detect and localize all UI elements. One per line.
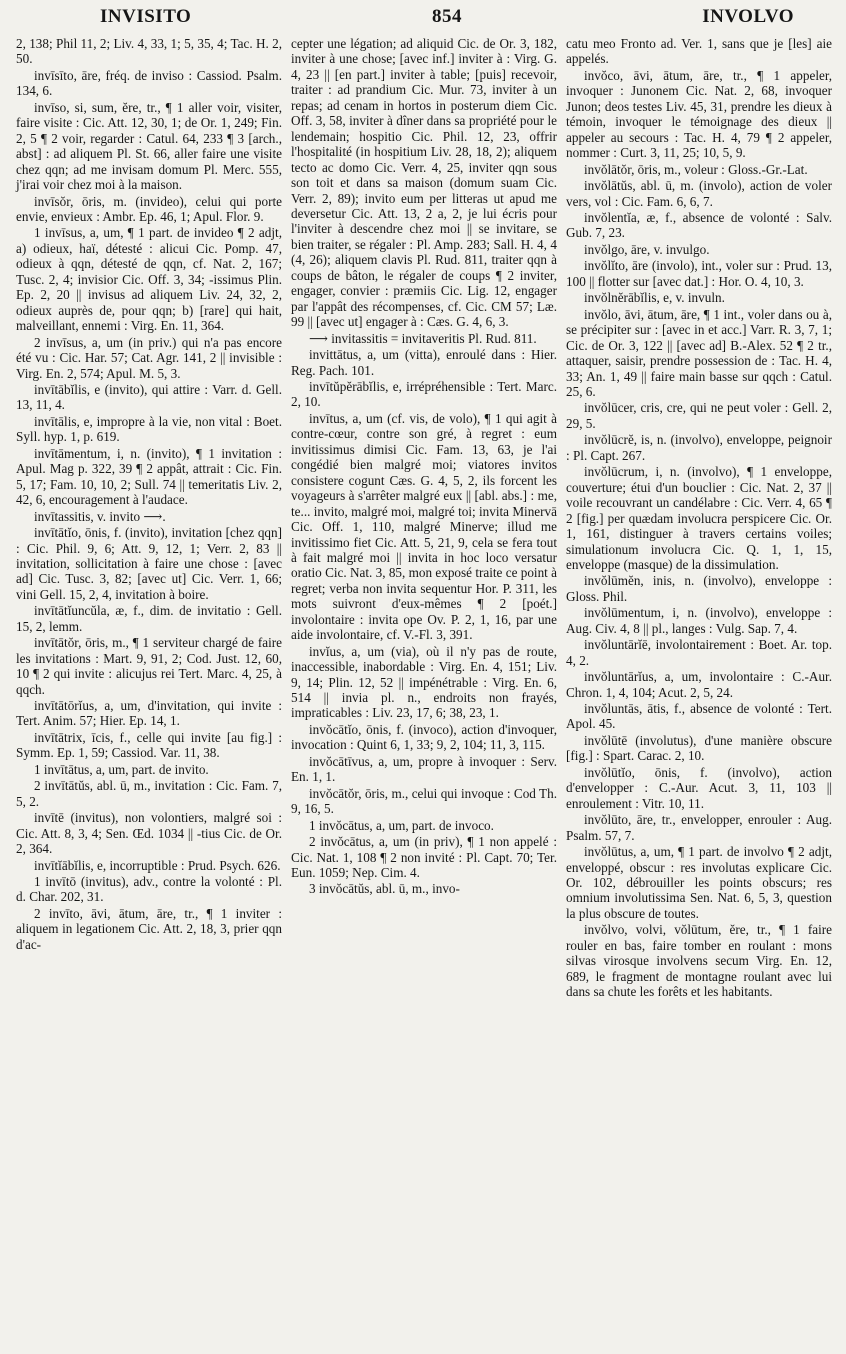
dictionary-entry: invītē (invitus), non volontiers, malgré soi : Cic. Att. 8, 3, 4; Sen. Œd. 1034 || -tius Cic. de Or. 2, 364. [16,810,282,857]
dictionary-entry: invŏlūmĕn, inis, n. (involvo), enveloppe : Gloss. Phil. [566,573,832,604]
dictionary-entry: invŏcātīvus, a, um, propre à invoquer : Serv. En. 1, 1. [291,753,557,785]
dictionary-entry: invītātĭuncŭla, æ, f., dim. de invitatio : Gell. 15, 2, lemm. [16,603,282,634]
dictionary-entry: 1 invītātus, a, um, part. de invito. [34,761,209,777]
dictionary-entry: 3 invŏcātŭs, abl. ū, m., invo- [309,881,460,897]
dictionary-entry: invŏlūtē (involutus), d'une manière obscure [fig.] : Spart. Carac. 2, 10. [566,732,832,764]
dictionary-entry: 2 invītātŭs, abl. ū, m., invitation : Cic. Fam. 7, 5, 2. [16,778,282,809]
dictionary-entry: invŏlvo, volvi, vŏlūtum, ĕre, tr., ¶ 1 faire rouler en bas, faire tomber en roulant : mons silvas virosque involvens secum Virg. En. 12, 689, le fragment de montagne roulant avec lui dans sa chute les forêts et les habitants. [566,922,832,1000]
dictionary-entry: invītāmentum, i, n. (invito), ¶ 1 invitation : Apul. Mag p. 322, 39 ¶ 2 appât, attrait : Cic. Fin. 5, 17; Fam. 10, 10, 2; Sull. 74 || temeritatis Liv. 2, 42, 6, encouragement à l'audace. [16,445,282,508]
dictionary-entry: catu meo Fronto ad. Ver. 1, sans que je [les] aie appelés. [566,36,832,67]
dictionary-entry: invŏluntās, ātis, f., absence de volonté : Tert. Apol. 45. [566,701,832,732]
dictionary-entry: 1 invīsus, a, um, ¶ 1 part. de invideo ¶ 2 adjt, a) odieux, haï, détesté : alicui Cic. Pomp. 47, odieux à qqn, détesté de qqn, cf. Nat. 2, 167; Tusc. 2, 4; invisior Cic. Off. 3, 34; -issimus Plin. Ep. 2, 20 || invisus ad aliquem Liv. 24, 32, 2, odieux auprès de, pour qqn; b) [rare] qui hait, malveillant, ennemi : Virg. En. 11, 364. [16,225,282,334]
dictionary-entry: invŏluntārĭus, a, um, involontaire : C.-Aur. Chron. 1, 4, 104; Acut. 2, 5, 24. [566,669,832,700]
dictionary-entry: 1 invŏcātus, a, um, part. de invoco. [309,817,494,833]
dictionary-entry: invŏlgo, āre, v. invulgo. [584,241,710,257]
column-left [16,36,282,1001]
dictionary-entry: invītābĭlis, e (invito), qui attire : Varr. d. Gell. 13, 11, 4. [16,381,282,413]
dictionary-entry: invŏlātŏr, ōris, m., voleur : Gloss.-Gr.-Lat. [584,161,808,177]
dictionary-entry: invītŭpĕrābĭlis, e, irrépréhensible : Tert. Marc. 2, 10. [291,378,557,410]
dictionary-entry: cepter une légation; ad aliquid Cic. de Or. 3, 182, inviter à une chose; [avec inf.] inviter à : Virg. G. 4, 23 || [en part.] inviter à table; [puis] recevoir, traiter : ad prandium Cic. Mur. 73, inviter à un repas; ad cenam in hortos in posterum diem Cic. Off. 3, 58, inviter à dîner dans sa propriété pour le lendemain; hospitio Cic. Phil. 12, 23, offrir l'hospitalité (in hospitium Liv. 28, 18, 2); aliquem tecto ac domo Cic. Verr. 4, 25, inviter qqn sous son toit et dans sa maison (domum suam Cic. Verr. 2, 89); invito eum per litteras ut apud me deversetur Cic. Att. 13, 2 a, 2, je lui écris pour l'inviter à descendre chez moi || se invitare, se bien traiter, se régaler : Pl. Amp. 283; Sall. H. 4, 4 (4, 26); aliquem clavis Pl. Rud. 811, traiter qqn à coups de bâton, le régaler de coups ¶ 2 inviter, engager, convier : præmiis Cic. Lig. 12, engager par l'appât des récompenses, cf. Cic. CM 57; Læ. 99 || [avec ut] engager à : Cæs. G. 4, 6, 3. [291,36,557,330]
dictionary-entry: 2 invīsus, a, um (in priv.) qui n'a pas encore été vu : Cic. Har. 57; Cat. Agr. 141, 2 || invisible : Virg. En. 2, 574; Apul. M. 5, 3. [16,334,282,381]
dictionary-entry: invītĭābĭlis, e, incorruptible : Prud. Psych. 626. [34,857,281,873]
dictionary-entry: invittātus, a, um (vitta), enroulé dans : Hier. Reg. Pach. 101. [291,347,557,378]
dictionary-entry: invŏlūcrĕ, is, n. (involvo), enveloppe, peignoir : Pl. Capt. 267. [566,432,832,463]
page-number: 854 [432,6,462,27]
dictionary-entry: invŏlnĕrābĭlis, e, v. invuln. [584,290,725,306]
dictionary-entry: invŏcātĭo, ōnis, f. (invoco), action d'invoquer, invocation : Quint 6, 1, 33; 9, 2, 104; 11, 3, 115. [291,721,557,753]
dictionary-entry: invŏlo, āvi, ātum, āre, ¶ 1 int., voler dans ou à, se précipiter sur : [avec in et acc.] Varr. R. 3, 7, 1; Cic. de Or. 3, 122 || [avec ad] B.-Alex. 52 ¶ 2 tr., attaquer, saisir, prendre possession de : Tac. H. 4, 33; An. 1, 49 || faire main basse sur qqch : Catul. 25, 6. [566,306,832,399]
dictionary-entry: invīso, si, sum, ĕre, tr., ¶ 1 aller voir, visiter, faire visite : Cic. Att. 12, 30, 1; de Or. 1, 249; Fin. 2, 5 ¶ 2 voir, regarder : Catul. 64, 233 ¶ 3 [arch., abst] : ad aliquem Pl. St. 66, aller faire une visite chez qqn; ad me invisam domum Pl. Merc. 555, j'irai voir chez moi à la maison. [16,99,282,193]
dictionary-entry: invŏlūtus, a, um, ¶ 1 part. de involvo ¶ 2 adjt, enveloppé, obscur : res involutas explicare Cic. Or. 102, débrouiller les points obscurs; res omnium involutissima Sen. Nat. 6, 5, 3, question la plus obscure de toutes. [566,844,832,921]
dictionary-entry: invŏlūtĭo, ōnis, f. (involvo), action d'envelopper : C.-Aur. Acut. 3, 11, 103 || enroulement : Vitr. 10, 11. [566,764,832,811]
dictionary-entry: invītātōrĭus, a, um, d'invitation, qui invite : Tert. Anim. 57; Hier. Ep. 14, 1. [16,698,282,729]
dictionary-entry: invīsŏr, ōris, m. (invideo), celui qui porte envie, envieux : Ambr. Ep. 46, 1; Apul. Flor. 9. [16,193,282,224]
running-header [16,6,832,32]
dictionary-entry: 2, 138; Phil 11, 2; Liv. 4, 33, 1; 5, 35, 4; Tac. H. 2, 50. [16,36,282,67]
columns [16,36,832,1001]
header-left-guide-word: INVISITO [100,6,192,27]
header-right-guide-word: INVOLVO [702,6,794,27]
dictionary-entry: invŏlūcer, cris, cre, qui ne peut voler : Gell. 2, 29, 5. [566,400,832,431]
column-right [566,36,832,1001]
dictionary-entry: invŏlūmentum, i, n. (involvo), enveloppe : Aug. Civ. 4, 8 || pl., langes : Vulg. Sap. 7, 4. [566,605,832,636]
dictionary-entry: invīsīto, āre, fréq. de inviso : Cassiod. Psalm. 134, 6. [16,67,282,99]
dictionary-entry: invŏcātŏr, ōris, m., celui qui invoque : Cod Th. 9, 16, 5. [291,785,557,817]
dictionary-entry: invītātĭo, ōnis, f. (invito), invitation [chez qqn] : Cic. Phil. 9, 6; Att. 9, 12, 1; Verr. 2, 83 || invitation, sollicitation à faire une chose : [avec ad] Cic. Tusc. 3, 82; [avec ut] Cic. Verr. 1, 66; vini Gell. 15, 2, 4, invitation à boire. [16,525,282,602]
dictionary-entry: invītātrix, īcis, f., celle qui invite [au fig.] : Symm. Ep. 1, 59; Cassiod. Var. 11, 38. [16,729,282,761]
dictionary-entry: invŏlĭto, āre (involo), int., voler sur : Prud. 13, 100 || flotter sur [avec dat.] : Hor. O. 4, 10, 3. [566,258,832,289]
dictionary-entry: invītātŏr, ōris, m., ¶ 1 serviteur chargé de faire les invitations : Mart. 9, 91, 2; Cod. Just. 12, 60, 10 ¶ 2 qui invite : alicujus rei Tert. Marc. 4, 25, à qqch. [16,635,282,697]
dictionary-entry: invĭus, a, um (via), où il n'y pas de route, inaccessible, inabordable : Virg. En. 4, 151; Liv. 9, 14; Plin. 12, 52 || impénétrable : Virg. En. 6, 514 || invia pl. n., endroits non frayés, impraticables : Liv. 23, 17, 6; 38, 23, 1. [291,643,557,721]
dictionary-entry: invŏlentĭa, æ, f., absence de volonté : Salv. Gub. 7, 23. [566,209,832,241]
dictionary-entry: invŏlūto, āre, tr., envelopper, enrouler : Aug. Psalm. 57, 7. [566,812,832,843]
dictionary-entry: 1 invītō (invitus), adv., contre la volonté : Pl. d. Char. 202, 31. [16,874,282,905]
dictionary-entry: invŏco, āvi, ātum, āre, tr., ¶ 1 appeler, invoquer : Junonem Cic. Nat. 2, 68, invoquer Junon; deos testes Liv. 45, 31, prendre les dieux à témoin, invoquer le témoignage des dieux || appeler au secours : Tac. H. 4, 79 ¶ 2 appeler, nommer : Curt. 3, 11, 25; 10, 5, 9. [566,67,832,161]
dictionary-entry: invŏlātŭs, abl. ū, m. (involo), action de voler vers, vol : Cic. Fam. 6, 6, 7. [566,178,832,209]
dictionary-entry: invŏluntārĭē, involontairement : Boet. Ar. top. 4, 2. [566,637,832,668]
dictionary-entry: invītālis, e, impropre à la vie, non vital : Boet. Syll. hyp. 1, p. 619. [16,413,282,445]
dictionary-entry: invŏlūcrum, i, n. (involvo), ¶ 1 enveloppe, couverture; étui d'un bouclier : Cic. Nat. 2, 37 || voile recouvrant un candélabre : Cic. Verr. 4, 65 ¶ 2 [fig.] per quædam involucra perspicere Cic. Or. 1, 161, distinguer à travers certains voiles; simulationum involucra Cic. Q. 1, 1, 15, enveloppe (masque) de la dissimulation. [566,464,832,572]
dictionary-entry: 2 invīto, āvi, ātum, āre, tr., ¶ 1 inviter : aliquem in legationem Cic. Att. 2, 18, 3, prier qqn d'ac- [16,905,282,952]
dictionary-entry: 2 invŏcātus, a, um (in priv), ¶ 1 non appelé : Cic. Nat. 1, 108 ¶ 2 non invité : Pl. Capt. 70; Ter. Eun. 1059; Nep. Cim. 4. [291,834,557,881]
dictionary-entry: invītus, a, um (cf. vis, de volo), ¶ 1 qui agit à contre-cœur, contre son gré, à regret : eum invitissimus dimisi Cic. Fam. 13, 63, je l'ai congédié bien malgré moi; viatores invitos consistere cogunt Cæs. G. 4, 5, 2, ils forcent les voyageurs à s'arrêter malgré eux || [abl. abs.] : me, te... invito, malgré moi, malgré toi; invita Minervā Cic. Off. 1, 110, malgré Minerve; illud me invitissimo fiet Cic. Att. 5, 21, 9, cela se fera tout à fait malgré moi || invita in hoc loco versatur oratio Cic. Nat. 3, 85, mon exposé traite ce point à regret; verba non invita sequentur Hor. P. 311, les mots suivront d'eux-mêmes ¶ 2 [poét.] involontaire : invita ope Ov. P. 2, 1, 16, par une aide involontaire, cf. V.-Fl. 3, 391. [291,410,557,643]
dictionary-entry: ⟶ invitassitis = invitaveritis Pl. Rud. 811. [309,330,537,346]
dictionary-entry: invītassitis, v. invito ⟶. [34,508,166,524]
column-middle [291,36,557,1001]
